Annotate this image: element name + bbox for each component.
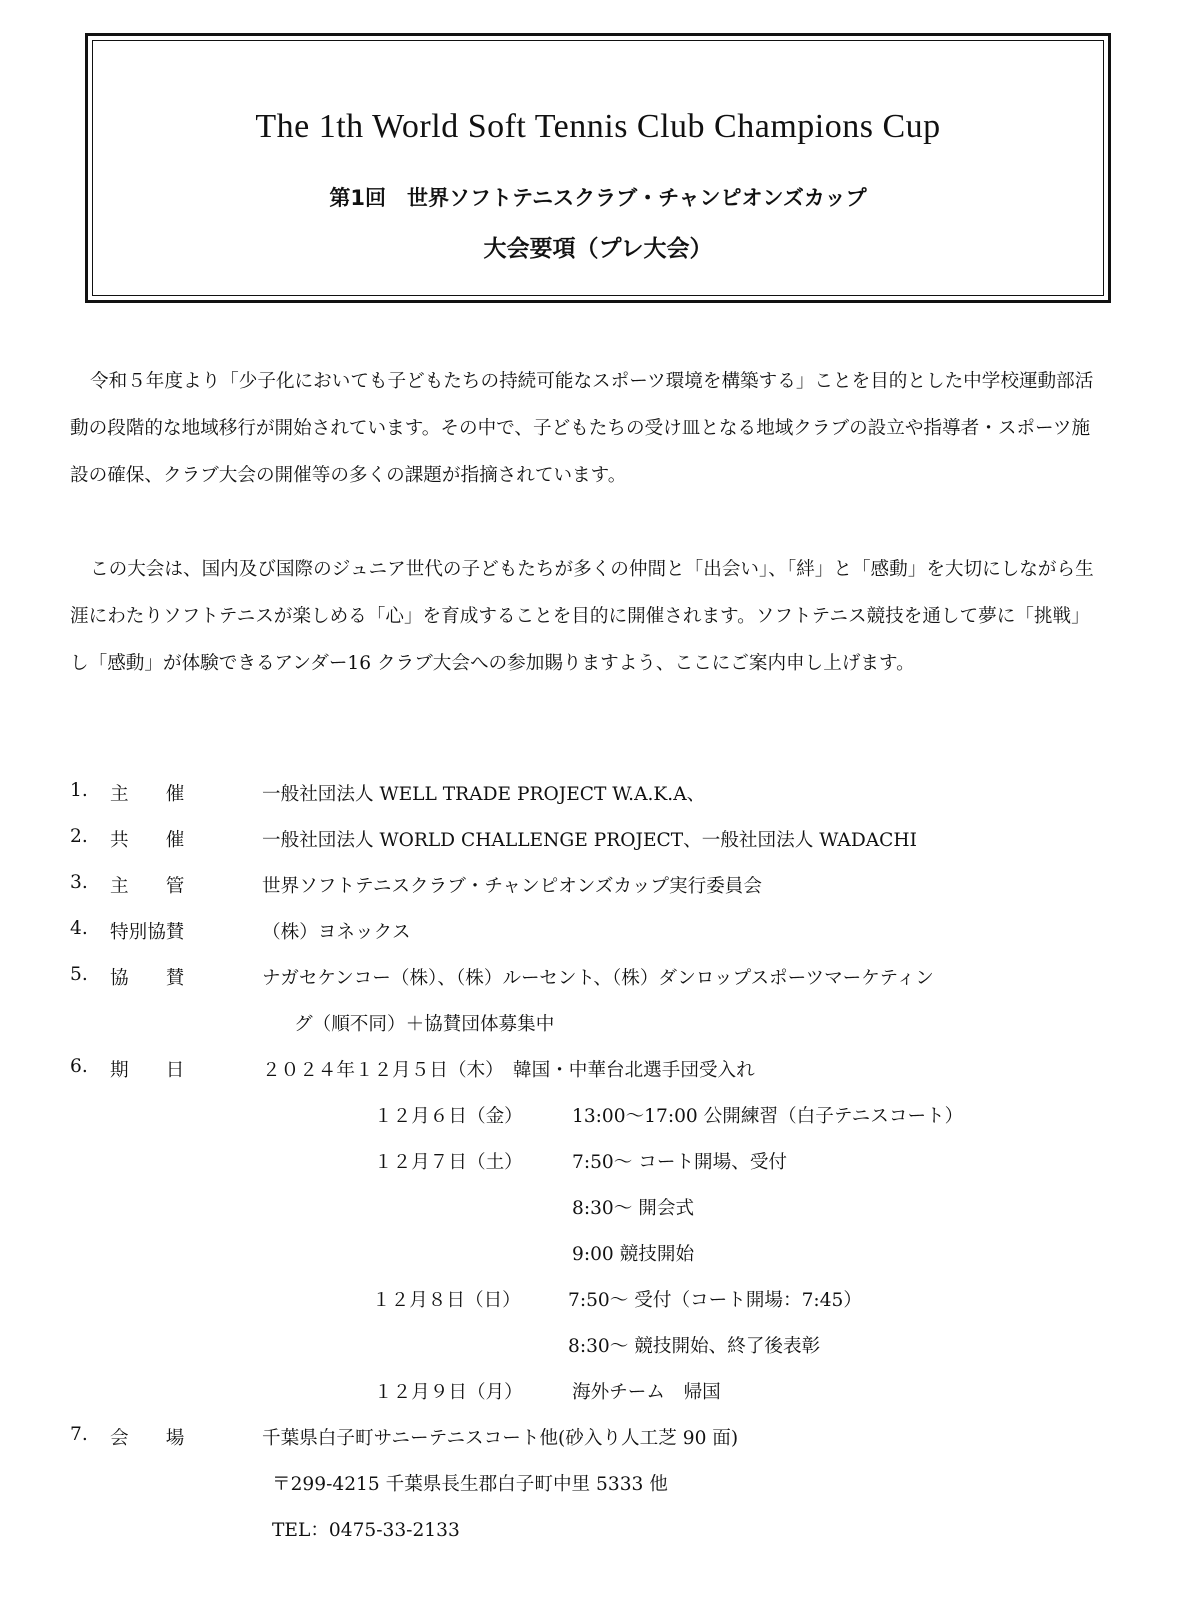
schedule-time: 8:30～ 競技開始、終了後表彰 [568,1336,821,1357]
item-label-special-sponsor: 特別協賛 [110,922,185,943]
item-content-sponsors-continued: グ（順不同）＋協賛団体募集中 [294,1014,555,1035]
item-content-sponsors: ナガセケンコー（株）、（株）ルーセント、（株）ダンロップスポーツマーケティン [262,968,934,989]
schedule-time: 海外チーム 帰国 [572,1382,721,1403]
item-number: 1. [70,780,88,801]
item-content-venue: 千葉県白子町サニーテニスコート他(砂入り人工芝 90 面) [262,1428,739,1449]
item-label-venue: 会 場 [110,1428,185,1449]
item-number: 6. [70,1056,88,1077]
item-content-co-organizer: 一般社団法人 WORLD CHALLENGE PROJECT、一般社団法人 WADACHI [262,830,917,851]
title-box [85,33,1111,303]
schedule-time: 13:00～17:00 公開練習（白子テニスコート） [572,1106,964,1127]
item-label-management: 主 管 [110,876,185,897]
schedule-time: 8:30～ 開会式 [572,1198,695,1219]
intro-text-1: 令和５年度より「少子化においても子どもたちの持続可能なスポーツ環境を構築する」ことを目的とした中学校運動部活動の段階的な地域移行が開始されています。その中で、子どもたちの受け皿となる地域クラブの設立や指導者・スポーツ施設の確保、クラブ大会の開催等の多くの課題が指摘されています。 [70,371,1094,486]
item-label-sponsors: 協 賛 [110,968,185,989]
intro-text-2: この大会は、国内及び国際のジュニア世代の子どもたちが多くの仲間と「出会い」、「絆」と「感動」を大切にしながら生涯にわたりソフトテニスが楽しめる「心」を育成することを目的に開催されます。ソフトテニス競技を通して夢に「挑戦」し「感動」が体験できるアンダー16 クラブ大会への参加賜りますよう、ここにご案内申し上げます。 [70,559,1094,674]
item-content-management: 世界ソフトテニスクラブ・チャンピオンズカップ実行委員会 [262,876,762,897]
intro-paragraph-2 [70,546,1100,687]
schedule-time: 7:50～ 受付（コート開場：7:45） [568,1290,862,1311]
item-label-organizer: 主 催 [110,784,185,805]
item-content-organizer: 一般社団法人 WELL TRADE PROJECT W.A.K.A、 [262,784,706,805]
item-number: 7. [70,1424,88,1445]
item-content-special-sponsor: （株）ヨネックス [262,922,411,943]
item-number: 4. [70,918,88,939]
document-subtitle: 大会要項（プレ大会） [483,236,713,262]
intro-paragraph-1 [70,358,1100,499]
schedule-date: １２月７日（土） [374,1152,523,1173]
venue-address: 〒299-4215 千葉県長生郡白子町中里 5333 他 [272,1474,668,1495]
venue-phone: TEL：0475-33-2133 [272,1520,460,1541]
item-content-dates: ２０２４年１２月５日（木） 韓国・中華台北選手団受入れ [262,1060,755,1081]
schedule-time: 9:00 競技開始 [572,1244,695,1265]
schedule-date: １２月８日（日） [372,1290,521,1311]
title-english: The 1th World Soft Tennis Club Champions Cup [255,108,941,145]
schedule-date: １２月９日（月） [374,1382,523,1403]
item-label-dates: 期 日 [110,1060,185,1081]
schedule-time: 7:50～ コート開場、受付 [572,1152,788,1173]
item-label-co-organizer: 共 催 [110,830,185,851]
title-japanese: 第1回 世界ソフトテニスクラブ・チャンピオンズカップ [329,186,867,210]
item-number: 5. [70,964,88,985]
schedule-date: １２月６日（金） [374,1106,523,1127]
item-number: 2. [70,826,88,847]
item-number: 3. [70,872,88,893]
